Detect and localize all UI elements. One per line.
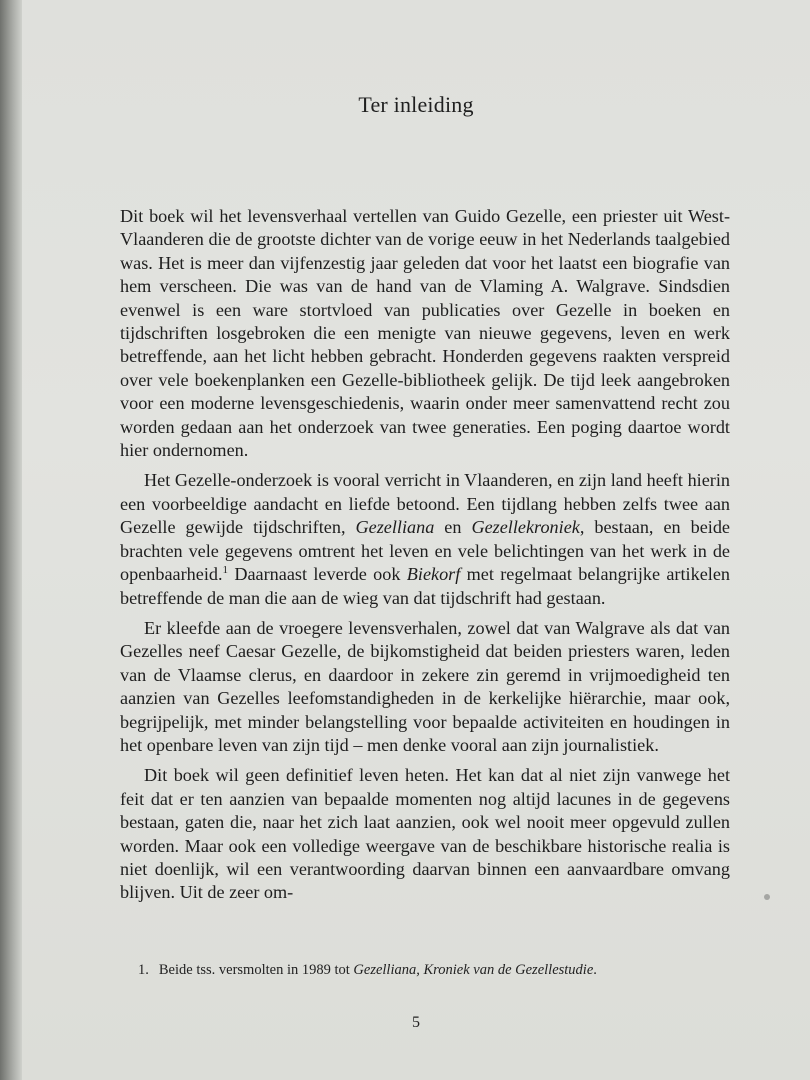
paragraph-2-text-b: en [434, 517, 472, 538]
paragraph-2-text-e: met regelmaat belangrijke artikelen betreffende de man die aan de wieg van dat tijdschrift had gestaan. [120, 564, 730, 608]
footnote-text-b: . [593, 962, 597, 978]
paragraph-2-text-d: Daarnaast leverde ook [228, 564, 407, 585]
page-edge-shadow [0, 0, 22, 1080]
footnote-mark: 1. [138, 962, 149, 978]
body-text [120, 205, 730, 905]
page-number: 5 [412, 1014, 420, 1031]
footnote-italic-title: Gezelliana, Kroniek van de Gezellestudie [353, 962, 594, 978]
footnote-reference[interactable]: 1 [222, 564, 229, 577]
paragraph-2-text-c: , bestaan, en beide brachten vele gegevens omtrent het leven en vele belichtingen van het werk in de openbaarheid. [120, 517, 730, 585]
paragraph-3: Er kleefde aan de vroegere levensverhalen, zowel dat van Walgrave als dat van Gezelles neef Caesar Gezelle, de bijkomstigheid dat beiden priesters waren, leden van de Vlaamse clerus, en daardoor in zekere zin geremd in vrijmoedigheid ten aanzien van Gezelles leefomstandigheden in de kerkelijke hiërarchie, maar ook, begrijpelijk, met minder belangstelling voor bepaalde activiteiten en houdingen in het openbare leven van zijn tijd – men denke vooral aan zijn journalistiek. [120, 617, 730, 755]
chapter-title: Ter inleiding [358, 92, 474, 117]
paragraph-4: Dit boek wil geen definitief leven heten. Het kan dat al niet zijn vanwege het feit dat er ten aanzien van bepaalde momenten nog altijd lacunes in de gegevens bestaan, gaten die, naar het zich laat aanzien, ook wel nooit meer opgevuld zullen worden. Maar ook een volledige weergave van de beschikbare historische realia is niet doenlijk, wil een verantwoording daarvan binnen een aanvaardbare omvang blijven. Uit de zeer om- [120, 765, 730, 903]
book-page [22, 0, 810, 1080]
footnote-text-a: Beide tss. versmolten in 1989 tot [158, 962, 354, 978]
journal-title-gezellekroniek: Gezellekroniek [471, 517, 580, 538]
footnote [138, 962, 738, 979]
journal-title-gezelliana: Gezelliana [355, 517, 435, 538]
paper-speck [764, 894, 770, 900]
journal-title-biekorf: Biekorf [406, 564, 461, 585]
paragraph-2 [120, 469, 730, 609]
paragraph-2-text-a: Het Gezelle-onderzoek is vooral verricht in Vlaanderen, en zijn land heeft hierin een voorbeeldige aandacht en liefde betoond. Een tijdlang hebben zelfs twee aan Gezelle gewijde tijdschriften, [120, 470, 730, 538]
paragraph-1: Dit boek wil het levensverhaal vertellen van Guido Gezelle, een priester uit West-Vlaanderen die de grootste dichter van de vorige eeuw in het Nederlands taalgebied was. Het is meer dan vijfenzestig jaar geleden dat voor het laatst een biografie van hem verscheen. Die was van de hand van de Vlaming A. Walgrave. Sindsdien evenwel is een ware stortvloed van publicaties over Gezelle in boeken en tijdschriften losgebroken die een menigte van nieuwe gegevens, leven en werk betreffende, aan het licht hebben gebracht. Honderden gegevens raakten verspreid over vele boekenplanken een Gezelle-bibliotheek gelijk. De tijd leek aangebroken voor een moderne levensgeschiedenis, waarin onder meer samenvattend recht zou worden gedaan aan het onderzoek van twee generaties. Een poging daartoe wordt hier ondernomen. [120, 206, 730, 461]
